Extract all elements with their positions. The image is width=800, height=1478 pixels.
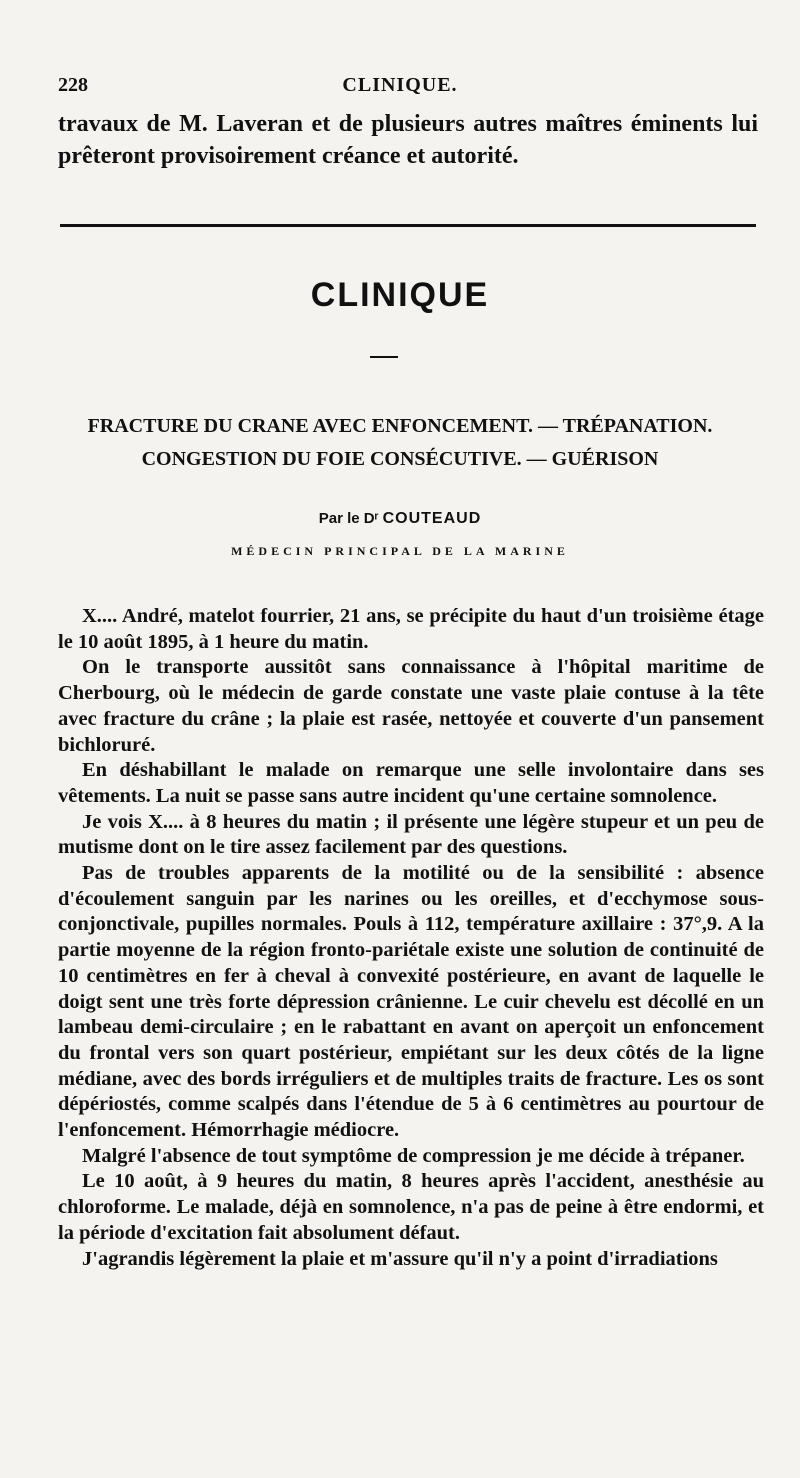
section-divider xyxy=(60,224,756,227)
paragraph: Malgré l'absence de tout symptôme de compression je me décide à trépaner. xyxy=(82,1144,745,1167)
article-title-line-2: CONGESTION DU FOIE CONSÉCUTIVE. — GUÉRISON xyxy=(141,448,659,470)
section-title: CLINIQUE xyxy=(310,276,490,314)
article-title-line-1: FRACTURE DU CRANE AVEC ENFONCEMENT. — TRÉPANATION. xyxy=(87,415,713,437)
carryover-text: travaux de M. Laveran et de plusieurs autres maîtres éminents lui prêteront provisoirement créance et autorité. xyxy=(58,111,758,169)
byline-prefix: Par le Dʳ xyxy=(318,510,379,527)
title-ornament-rule xyxy=(370,356,398,358)
paragraph: X.... André, matelot fourrier, 21 ans, se précipite du haut d'un troisième étage le 10 août 1895, à 1 heure du matin. xyxy=(58,605,764,653)
page-number: 228 xyxy=(58,74,88,96)
article-body xyxy=(58,604,764,1272)
author-affiliation: MÉDECIN PRINCIPAL DE LA MARINE xyxy=(231,544,569,558)
paragraph: J'agrandis légèrement la plaie et m'assure qu'il n'y a point d'irradiations xyxy=(82,1247,718,1270)
paragraph: En déshabillant le malade on remarque une selle involontaire dans ses vêtements. La nuit se passe sans autre incident qu'une certaine somnolence. xyxy=(58,759,764,807)
running-head: CLINIQUE. xyxy=(342,74,458,96)
page-header xyxy=(58,74,742,104)
paragraph: On le transporte aussitôt sans connaissance à l'hôpital maritime de Cherbourg, où le médecin de garde constate une vaste plaie contuse à la tête avec fracture du crâne ; la plaie est rasée, nettoyée et couverte d'un pansement bichloruré. xyxy=(58,656,764,756)
byline xyxy=(0,510,800,528)
paragraph: Pas de troubles apparents de la motilité ou de la sensibilité : absence d'écoulement sanguin par les narines ou les oreilles, et d'ecchymose sous-conjonctivale, pupilles normales. Pouls à 112, température axillaire : 37°,9. A la partie moyenne de la région fronto-pariétale existe une solution de continuité de 10 centimètres en fer à cheval à convexité postérieure, en avant de laquelle le doigt sent une très forte dépression crânienne. Le cuir chevelu est décollé en un lambeau demi-circulaire ; en le rabattant en avant on aperçoit un enfoncement du frontal vers son quart postérieur, empiétant sur les deux côtés de la ligne médiane, avec des bords irréguliers et de multiples traits de fracture. Les os sont dépériostés, comme scalpés dans l'étendue de 5 à 6 centimètres au pourtour de l'enfoncement. Hémorrhagie médiocre. xyxy=(58,862,764,1142)
article-title xyxy=(40,410,760,476)
paragraph: Le 10 août, à 9 heures du matin, 8 heures après l'accident, anesthésie au chloroforme. Le malade, déjà en somnolence, n'a pas de peine à être endormi, et la période d'excitation fait absolument défaut. xyxy=(58,1170,764,1244)
author-name: COUTEAUD xyxy=(382,510,482,527)
paragraph: Je vois X.... à 8 heures du matin ; il présente une légère stupeur et un peu de mutisme dont on le tire assez facilement par des questions. xyxy=(58,810,764,859)
